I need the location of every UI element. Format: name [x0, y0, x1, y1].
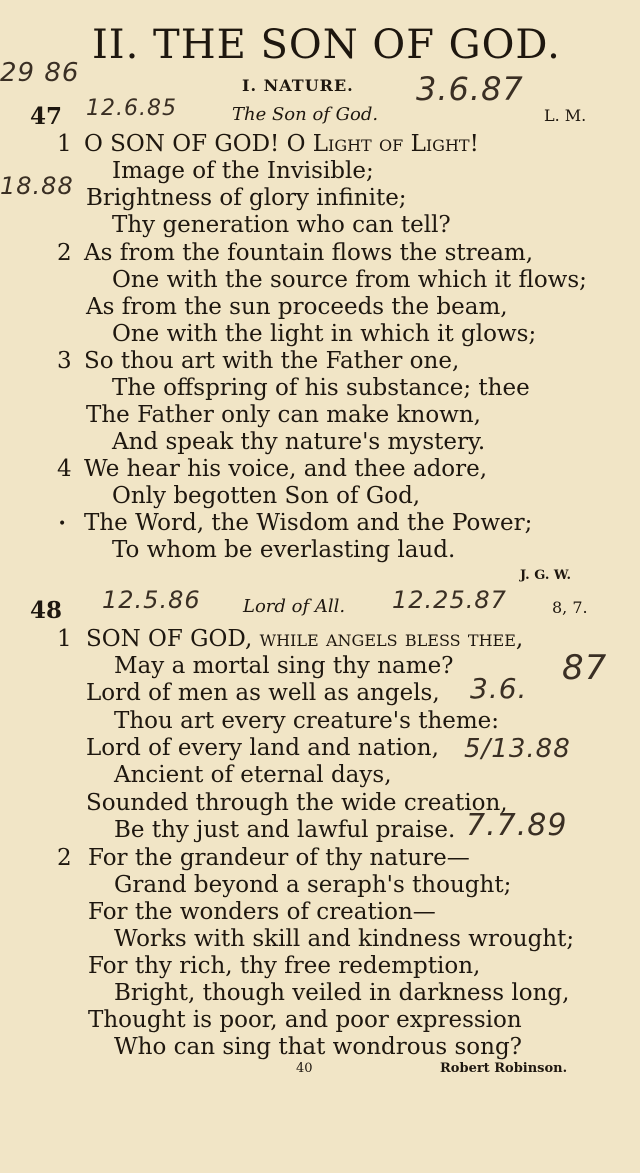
handwritten-note: 29 86 — [0, 58, 80, 88]
hymn-48-meter: 8, 7. — [552, 598, 588, 617]
hymn-line: The Father only can make known, — [86, 402, 481, 428]
handwritten-note: 12.6.85 — [86, 96, 177, 121]
handwritten-note: 5/13.88 — [464, 734, 571, 764]
hymn-line: We hear his voice, and thee adore, — [84, 456, 488, 482]
page-title: II. THE SON OF GOD. — [92, 22, 561, 68]
verse-number: 1 — [57, 626, 72, 652]
verse-number: 4 — [57, 456, 72, 482]
handwritten-note: 12.5.86 — [102, 586, 201, 614]
hymn-line: The Word, the Wisdom and the Power; — [84, 510, 533, 536]
verse-number: 2 — [57, 845, 72, 871]
verse-number: 3 — [57, 348, 72, 374]
hymn-line: As from the sun proceeds the beam, — [86, 294, 508, 320]
handwritten-note: 12.25.87 — [392, 586, 507, 614]
verse-number: 2 — [57, 240, 72, 266]
hymn-47-number: 47 — [30, 103, 63, 130]
hymn-line: The offspring of his substance; thee — [112, 375, 530, 401]
hymn-48-author: Robert Robinson. — [440, 1061, 568, 1076]
hymn-line: Works with skill and kindness wrought; — [114, 926, 575, 952]
hymn-47-title: The Son of God. — [232, 104, 379, 125]
hymn-line: Only begotten Son of God, — [112, 483, 421, 509]
hymn-48-number: 48 — [30, 597, 63, 624]
hymn-line: Bright, though veiled in darkness long, — [114, 980, 570, 1006]
handwritten-note: 7.7.89 — [466, 808, 568, 843]
hymn-line: To whom be everlasting laud. — [112, 537, 456, 563]
hymn-line: For thy rich, thy free redemption, — [88, 953, 481, 979]
verse-mark: • — [58, 516, 67, 532]
hymn-48-title: Lord of All. — [243, 596, 346, 617]
hymn-line: For the wonders of creation— — [88, 899, 436, 925]
hymn-47-author: J. G. W. — [520, 568, 571, 583]
page-number: 40 — [296, 1061, 313, 1076]
hymn-line: For the grandeur of thy nature— — [88, 845, 470, 871]
hymn-line: Brightness of glory infinite; — [86, 185, 407, 211]
hymn-line: Thy generation who can tell? — [112, 212, 451, 238]
handwritten-note: 87 — [562, 648, 608, 688]
hymn-line: SON OF GOD, while angels bless thee, — [86, 626, 524, 652]
hymn-line: As from the fountain flows the stream, — [84, 240, 534, 266]
hymn-line: Grand beyond a seraph's thought; — [114, 872, 512, 898]
section-heading: I. NATURE. — [242, 76, 354, 95]
hymn-line: O SON OF GOD! O Light of Light! — [84, 131, 479, 157]
hymn-line: Be thy just and lawful praise. — [114, 817, 456, 843]
handwritten-note: 3.6.87 — [416, 70, 524, 108]
hymn-line: Thought is poor, and poor expression — [88, 1007, 522, 1033]
hymn-line: One with the source from which it flows; — [112, 267, 587, 293]
hymn-line: And speak thy nature's mystery. — [112, 429, 486, 455]
hymn-line: Sounded through the wide creation, — [86, 790, 508, 816]
hymn-47-meter: L. M. — [544, 106, 587, 125]
hymn-line: May a mortal sing thy name? — [114, 653, 454, 679]
hymn-line: So thou art with the Father one, — [84, 348, 460, 374]
handwritten-note: 18.88 — [0, 172, 74, 200]
hymn-line: Ancient of eternal days, — [114, 762, 392, 788]
hymn-line: Thou art every creature's theme: — [114, 708, 500, 734]
handwritten-note: 3.6. — [470, 672, 528, 705]
hymn-line: Lord of every land and nation, — [86, 735, 439, 761]
hymn-line: One with the light in which it glows; — [112, 321, 537, 347]
hymn-line: Image of the Invisible; — [112, 158, 374, 184]
hymn-line: Who can sing that wondrous song? — [114, 1034, 523, 1060]
hymn-line: Lord of men as well as angels, — [86, 680, 440, 706]
verse-number: 1 — [57, 131, 72, 157]
